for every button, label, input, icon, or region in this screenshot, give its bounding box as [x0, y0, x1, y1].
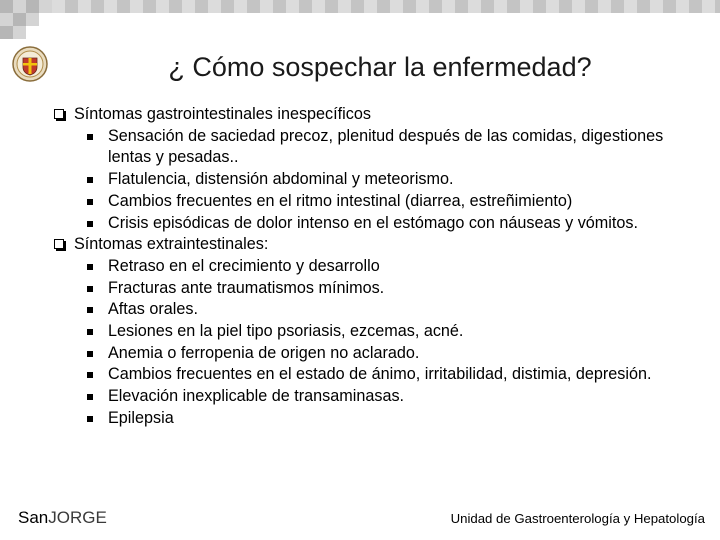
square-bullet-icon [87, 264, 93, 270]
list-item [54, 321, 674, 343]
square-bullet-icon [87, 307, 93, 313]
checker-square [26, 13, 39, 26]
section-heading-text: Síntomas extraintestinales: [74, 235, 269, 254]
checker-square [0, 13, 13, 26]
list-item-text: Fracturas ante traumatismos mínimos. [108, 278, 385, 297]
list-item [54, 191, 674, 213]
list-item [54, 278, 674, 300]
checker-square [0, 0, 13, 13]
checker-strip [52, 0, 720, 13]
checker-square [13, 13, 26, 26]
section-heading-text: Síntomas gastrointestinales inespecíficos [74, 105, 371, 123]
checker-square [0, 26, 13, 39]
square-bullet-icon [87, 177, 93, 183]
brand-san-text: San [18, 508, 49, 527]
list-item [54, 169, 674, 191]
list-item-text: Flatulencia, distensión abdominal y meteorismo. [108, 170, 454, 189]
list-item-text: Cambios frecuentes en el ritmo intestinal (diarrea, estreñimiento) [108, 191, 573, 210]
square-bullet-icon [87, 329, 93, 335]
list-item-text: Crisis episódicas de dolor intenso en el estómago con náuseas y vómitos. [108, 213, 638, 232]
checker-square [13, 0, 26, 13]
list-item [54, 408, 674, 430]
decorative-checker-pattern [0, 0, 720, 40]
list-item-text: Lesiones en la piel tipo psoriasis, ezcemas, acné. [108, 322, 464, 341]
square-bullet-icon [87, 199, 93, 205]
list-item [54, 386, 674, 408]
footer-unit: Unidad de Gastroenterología y Hepatología [450, 511, 705, 526]
checkbox-bullet-icon [54, 239, 64, 249]
section-heading [54, 104, 674, 126]
square-bullet-icon [87, 351, 93, 357]
checker-square [39, 0, 52, 13]
list-item-text: Anemia o ferropenia de origen no aclarado. [108, 343, 420, 362]
list-item-text: Elevación inexplicable de transaminasas. [108, 387, 405, 406]
section-heading [54, 234, 674, 256]
list-item-text: Cambios frecuentes en el estado de ánimo, irritabilidad, distimia, depresión. [108, 365, 652, 384]
footer-brand [18, 508, 107, 528]
brand-jorge-text: JORGE [48, 508, 107, 527]
list-item [54, 213, 674, 235]
checker-square [26, 0, 39, 13]
square-bullet-icon [87, 394, 93, 400]
square-bullet-icon [87, 221, 93, 227]
list-item-text: Retraso en el crecimiento y desarrollo [108, 256, 380, 275]
checker-square [13, 26, 26, 39]
slide-title: ¿ Cómo sospechar la enfermedad? [168, 52, 592, 82]
list-item-text: Sensación de saciedad precoz, plenitud después de las comidas, digestiones lentas y pesadas.. [108, 126, 664, 167]
list-item [54, 343, 674, 365]
square-bullet-icon [87, 134, 93, 140]
list-item-text: Epilepsia [108, 408, 174, 427]
list-item [54, 126, 674, 169]
checkbox-bullet-icon [54, 109, 64, 119]
square-bullet-icon [87, 416, 93, 422]
list-item [54, 256, 674, 278]
slide-content [54, 104, 674, 430]
list-item-text: Aftas orales. [108, 300, 198, 319]
list-item [54, 364, 674, 386]
square-bullet-icon [87, 286, 93, 292]
list-item [54, 299, 674, 321]
square-bullet-icon [87, 372, 93, 378]
